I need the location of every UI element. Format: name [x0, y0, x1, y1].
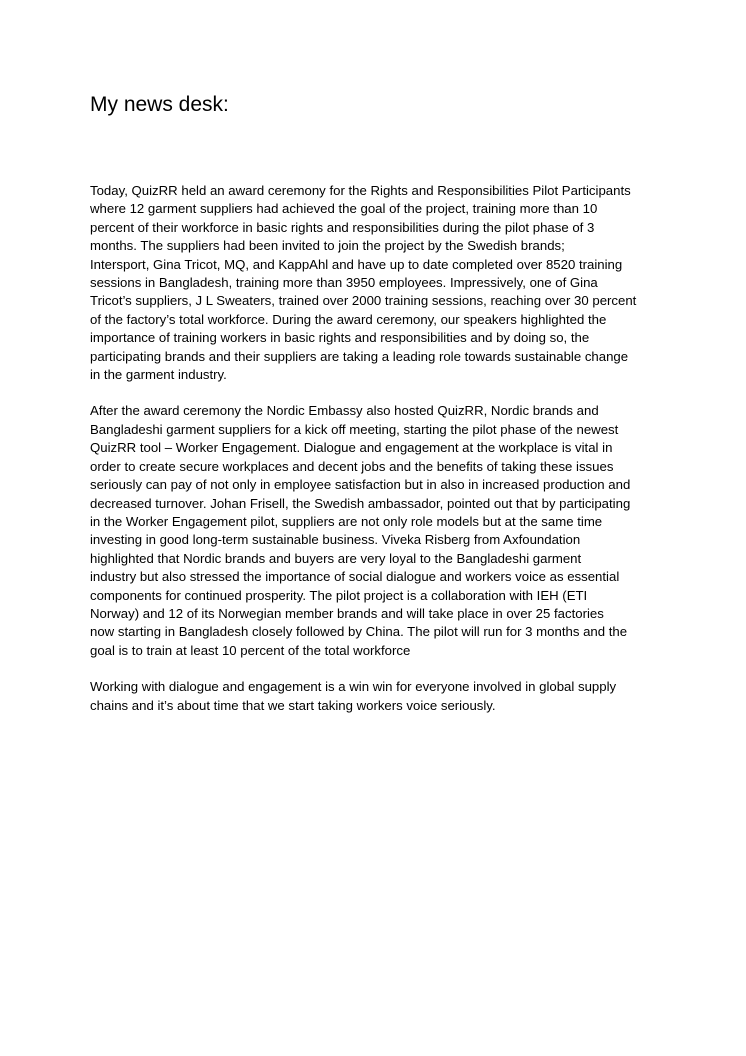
- paragraph-line: components for continued prosperity. The pilot project is a collaboration with IEH (ETI: [90, 587, 588, 603]
- paragraph-line: where 12 garment suppliers had achieved the goal of the project, training more than 10: [90, 201, 598, 217]
- paragraph-line: Norway) and 12 of its Norwegian member brands and will take place in over 25 factories: [90, 605, 604, 621]
- paragraph-line: order to create secure workplaces and decent jobs and the benefits of taking these issues: [90, 458, 614, 474]
- paragraph-line: months. The suppliers had been invited to join the project by the Swedish brands;: [90, 238, 565, 254]
- article-paragraph: [90, 402, 662, 660]
- paragraph-line: After the award ceremony the Nordic Embassy also hosted QuizRR, Nordic brands and: [90, 403, 599, 419]
- paragraph-line: of the factory’s total workforce. During the award ceremony, our speakers highlighted the: [90, 311, 607, 327]
- paragraph-line: participating brands and their suppliers are taking a leading role towards sustainable change: [90, 348, 629, 364]
- paragraph-line: in the garment industry.: [90, 367, 227, 383]
- article-paragraph: [90, 182, 662, 384]
- paragraph-line: industry but also stressed the importance of social dialogue and workers voice as essential: [90, 569, 620, 585]
- page-heading: My news desk:: [90, 93, 229, 116]
- paragraph-line: QuizRR tool – Worker Engagement. Dialogue and engagement at the workplace is vital in: [90, 440, 613, 456]
- paragraph-line: Today, QuizRR held an award ceremony for the Rights and Responsibilities Pilot Participants: [90, 183, 631, 198]
- paragraph-line: goal is to train at least 10 percent of the total workforce: [90, 642, 411, 658]
- article-paragraph: [90, 678, 662, 715]
- paragraph-line: in the Worker Engagement pilot, suppliers are not only role models but at the same time: [90, 513, 603, 529]
- paragraph-line: seriously can pay of not only in employee satisfaction but in also in increased production and: [90, 477, 631, 493]
- paragraph-line: Tricot’s suppliers, J L Sweaters, trained over 2000 training sessions, reaching over 30 percent: [90, 293, 637, 309]
- paragraph-line: Working with dialogue and engagement is a win win for everyone involved in global supply: [90, 679, 617, 695]
- paragraph-line: percent of their workforce in basic rights and responsibilities during the pilot phase of 3: [90, 219, 595, 235]
- paragraph-line: Intersport, Gina Tricot, MQ, and KappAhl and have up to date completed over 8520 training: [90, 256, 623, 272]
- paragraph-line: decreased turnover. Johan Frisell, the Swedish ambassador, pointed out that by participating: [90, 495, 631, 511]
- paragraph-line: highlighted that Nordic brands and buyers are very loyal to the Bangladeshi garment: [90, 550, 582, 566]
- paragraph-line: Bangladeshi garment suppliers for a kick off meeting, starting the pilot phase of the newest: [90, 421, 619, 437]
- paragraph-line: sessions in Bangladesh, training more than 3950 employees. Impressively, one of Gina: [90, 275, 598, 291]
- article-body: [90, 182, 662, 733]
- paragraph-line: importance of training workers in basic rights and responsibilities and by doing so, the: [90, 330, 590, 346]
- paragraph-line: chains and it’s about time that we start taking workers voice seriously.: [90, 697, 496, 713]
- paragraph-line: investing in good long-term sustainable business. Viveka Risberg from Axfoundation: [90, 532, 581, 548]
- paragraph-line: now starting in Bangladesh closely followed by China. The pilot will run for 3 months and the: [90, 624, 628, 640]
